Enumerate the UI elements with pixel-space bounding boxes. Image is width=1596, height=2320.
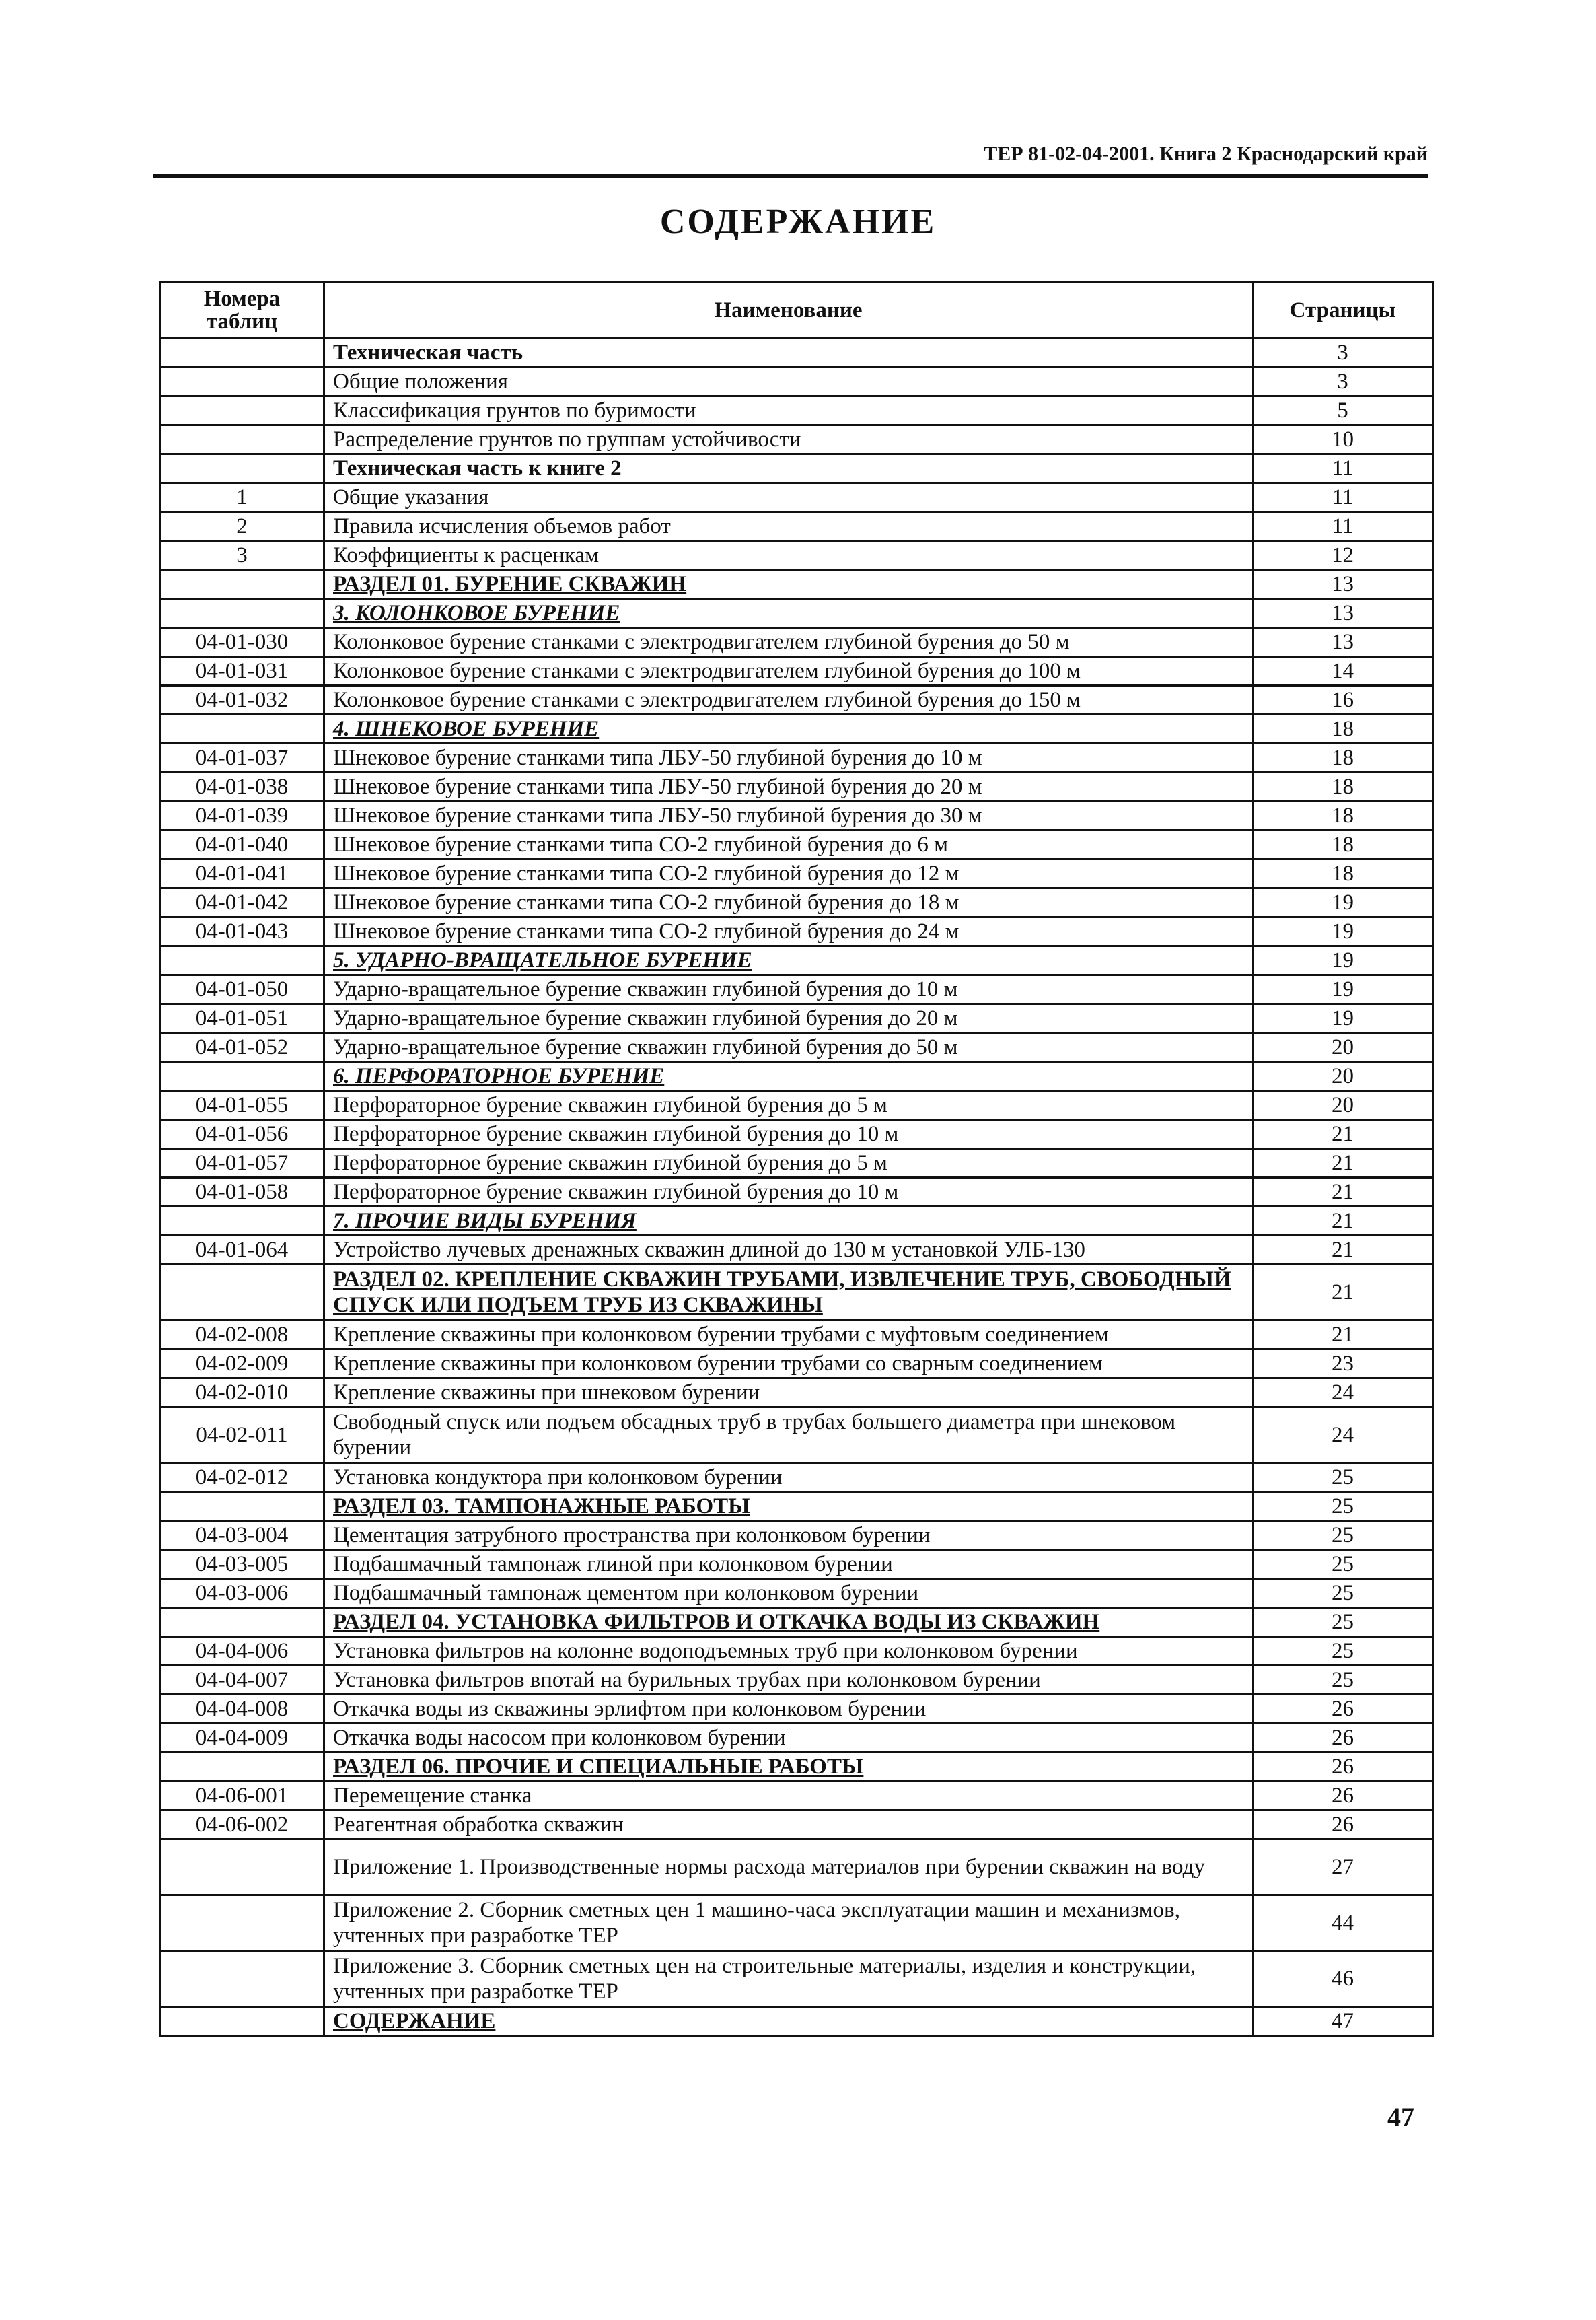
table-code-cell: 04-04-008 <box>160 1695 324 1724</box>
table-page-cell: 21 <box>1253 1321 1433 1349</box>
table-code-cell: 04-02-009 <box>160 1349 324 1378</box>
table-page-cell: 16 <box>1253 686 1433 715</box>
table-row <box>160 802 1433 831</box>
table-name-cell: Шнековое бурение станками типа СО-2 глубиной бурения до 18 м <box>324 888 1253 917</box>
table-code-cell: 04-06-002 <box>160 1811 324 1839</box>
table-code-cell <box>160 1207 324 1236</box>
table-code-cell: 04-04-009 <box>160 1724 324 1753</box>
table-code-cell: 04-02-012 <box>160 1463 324 1492</box>
table-row <box>160 831 1433 859</box>
table-row <box>160 1782 1433 1811</box>
table-page-cell: 21 <box>1253 1236 1433 1265</box>
contents-table-body <box>160 339 1433 2036</box>
table-code-cell <box>160 1608 324 1637</box>
table-row <box>160 744 1433 773</box>
header-name: Наименование <box>324 283 1253 339</box>
table-name-cell: Установка фильтров впотай на бурильных трубах при колонковом бурении <box>324 1666 1253 1695</box>
table-row <box>160 1492 1433 1521</box>
table-page-cell: 26 <box>1253 1724 1433 1753</box>
table-row <box>160 1666 1433 1695</box>
table-name-cell: СОДЕРЖАНИЕ <box>324 2007 1253 2036</box>
table-name-cell: Перфораторное бурение скважин глубиной бурения до 10 м <box>324 1178 1253 1207</box>
table-name-cell: 6. ПЕРФОРАТОРНОЕ БУРЕНИЕ <box>324 1062 1253 1091</box>
table-row <box>160 1895 1433 1951</box>
table-row <box>160 599 1433 628</box>
table-name-cell: Шнековое бурение станками типа СО-2 глубиной бурения до 24 м <box>324 917 1253 946</box>
table-row <box>160 1265 1433 1321</box>
table-row <box>160 454 1433 483</box>
table-name-cell: Установка кондуктора при колонковом бурении <box>324 1463 1253 1492</box>
table-name-cell: Откачка воды насосом при колонковом бурении <box>324 1724 1253 1753</box>
table-page-cell: 11 <box>1253 454 1433 483</box>
table-code-cell <box>160 367 324 396</box>
table-page-cell: 3 <box>1253 339 1433 367</box>
table-row <box>160 975 1433 1004</box>
table-code-cell <box>160 1492 324 1521</box>
table-page-cell: 11 <box>1253 483 1433 512</box>
table-name-cell: Свободный спуск или подъем обсадных труб в трубах большего диаметра при шнековом бурении <box>324 1407 1253 1463</box>
table-row <box>160 686 1433 715</box>
table-name-cell: Шнековое бурение станками типа СО-2 глубиной бурения до 6 м <box>324 831 1253 859</box>
table-name-cell: РАЗДЕЛ 06. ПРОЧИЕ И СПЕЦИАЛЬНЫЕ РАБОТЫ <box>324 1753 1253 1782</box>
table-page-cell: 13 <box>1253 570 1433 599</box>
table-name-cell: Правила исчисления объемов работ <box>324 512 1253 541</box>
running-header: ТЕР 81-02-04-2001. Книга 2 Краснодарский край <box>984 143 1428 165</box>
table-name-cell: Приложение 2. Сборник сметных цен 1 машино-часа эксплуатации машин и механизмов, учтенных при разработке ТЕР <box>324 1895 1253 1951</box>
table-code-cell: 04-01-051 <box>160 1004 324 1033</box>
table-row <box>160 483 1433 512</box>
table-code-cell <box>160 1753 324 1782</box>
table-code-cell <box>160 1062 324 1091</box>
table-name-cell: РАЗДЕЛ 02. КРЕПЛЕНИЕ СКВАЖИН ТРУБАМИ, ИЗВЛЕЧЕНИЕ ТРУБ, СВОБОДНЫЙ СПУСК ИЛИ ПОДЪЕМ ТРУБ ИЗ СКВАЖИНЫ <box>324 1265 1253 1321</box>
table-row <box>160 628 1433 657</box>
table-page-cell: 23 <box>1253 1349 1433 1378</box>
table-name-cell: Откачка воды из скважины эрлифтом при колонковом бурении <box>324 1695 1253 1724</box>
table-row <box>160 367 1433 396</box>
table-row <box>160 1236 1433 1265</box>
table-code-cell: 04-04-006 <box>160 1637 324 1666</box>
table-row <box>160 339 1433 367</box>
table-page-cell: 18 <box>1253 715 1433 744</box>
table-page-cell: 19 <box>1253 917 1433 946</box>
table-code-cell: 04-01-037 <box>160 744 324 773</box>
table-page-cell: 19 <box>1253 1004 1433 1033</box>
table-code-cell: 3 <box>160 541 324 570</box>
table-name-cell: Распределение грунтов по группам устойчивости <box>324 425 1253 454</box>
table-code-cell: 04-01-030 <box>160 628 324 657</box>
table-row <box>160 512 1433 541</box>
table-code-cell: 04-03-006 <box>160 1579 324 1608</box>
table-page-cell: 25 <box>1253 1463 1433 1492</box>
table-code-cell: 04-01-032 <box>160 686 324 715</box>
table-row <box>160 396 1433 425</box>
table-page-cell: 25 <box>1253 1550 1433 1579</box>
table-name-cell: Шнековое бурение станками типа ЛБУ-50 глубиной бурения до 20 м <box>324 773 1253 802</box>
header-rule <box>153 174 1428 178</box>
table-page-cell: 18 <box>1253 773 1433 802</box>
table-row <box>160 1407 1433 1463</box>
table-name-cell: Установка фильтров на колонне водоподъемных труб при колонковом бурении <box>324 1637 1253 1666</box>
table-row <box>160 1178 1433 1207</box>
table-page-cell: 20 <box>1253 1091 1433 1120</box>
table-code-cell: 04-01-041 <box>160 859 324 888</box>
table-page-cell: 18 <box>1253 802 1433 831</box>
table-page-cell: 26 <box>1253 1753 1433 1782</box>
table-page-cell: 21 <box>1253 1149 1433 1178</box>
header-page: Страницы <box>1253 283 1433 339</box>
table-row <box>160 570 1433 599</box>
table-row <box>160 1550 1433 1579</box>
table-name-cell: 5. УДАРНО-ВРАЩАТЕЛЬНОЕ БУРЕНИЕ <box>324 946 1253 975</box>
table-row <box>160 1753 1433 1782</box>
table-page-cell: 21 <box>1253 1207 1433 1236</box>
table-code-cell <box>160 1895 324 1951</box>
table-page-cell: 47 <box>1253 2007 1433 2036</box>
table-page-cell: 18 <box>1253 744 1433 773</box>
page-title: СОДЕРЖАНИЕ <box>659 203 937 241</box>
table-page-cell: 26 <box>1253 1695 1433 1724</box>
table-name-cell: Классификация грунтов по буримости <box>324 396 1253 425</box>
table-code-cell: 04-01-050 <box>160 975 324 1004</box>
table-row <box>160 1695 1433 1724</box>
table-row <box>160 715 1433 744</box>
table-page-cell: 19 <box>1253 946 1433 975</box>
table-code-cell: 04-02-011 <box>160 1407 324 1463</box>
table-row <box>160 1378 1433 1407</box>
table-page-cell: 25 <box>1253 1521 1433 1550</box>
table-page-cell: 13 <box>1253 628 1433 657</box>
table-page-cell: 18 <box>1253 831 1433 859</box>
table-row <box>160 1149 1433 1178</box>
table-name-cell: Подбашмачный тампонаж глиной при колонковом бурении <box>324 1550 1253 1579</box>
table-row <box>160 1637 1433 1666</box>
table-page-cell: 25 <box>1253 1579 1433 1608</box>
table-page-cell: 26 <box>1253 1811 1433 1839</box>
table-code-cell: 04-01-043 <box>160 917 324 946</box>
table-name-cell: Шнековое бурение станками типа ЛБУ-50 глубиной бурения до 10 м <box>324 744 1253 773</box>
table-name-cell: Крепление скважины при шнековом бурении <box>324 1378 1253 1407</box>
table-code-cell <box>160 425 324 454</box>
table-page-cell: 20 <box>1253 1062 1433 1091</box>
table-page-cell: 46 <box>1253 1951 1433 2007</box>
table-page-cell: 12 <box>1253 541 1433 570</box>
table-name-cell: Общие указания <box>324 483 1253 512</box>
table-code-cell: 04-06-001 <box>160 1782 324 1811</box>
table-row <box>160 1091 1433 1120</box>
table-code-cell: 04-02-010 <box>160 1378 324 1407</box>
table-code-cell: 1 <box>160 483 324 512</box>
table-name-cell: Шнековое бурение станками типа СО-2 глубиной бурения до 12 м <box>324 859 1253 888</box>
table-row <box>160 1951 1433 2007</box>
table-row <box>160 1608 1433 1637</box>
table-name-cell: Шнековое бурение станками типа ЛБУ-50 глубиной бурения до 30 м <box>324 802 1253 831</box>
table-row <box>160 773 1433 802</box>
table-page-cell: 24 <box>1253 1378 1433 1407</box>
table-row <box>160 1321 1433 1349</box>
table-page-cell: 5 <box>1253 396 1433 425</box>
table-row <box>160 1839 1433 1895</box>
table-name-cell: 4. ШНЕКОВОЕ БУРЕНИЕ <box>324 715 1253 744</box>
table-page-cell: 14 <box>1253 657 1433 686</box>
table-name-cell: Крепление скважины при колонковом бурении трубами с муфтовым соединением <box>324 1321 1253 1349</box>
table-code-cell: 04-02-008 <box>160 1321 324 1349</box>
table-page-cell: 24 <box>1253 1407 1433 1463</box>
table-page-cell: 11 <box>1253 512 1433 541</box>
table-name-cell: Перфораторное бурение скважин глубиной бурения до 5 м <box>324 1149 1253 1178</box>
table-code-cell: 04-01-056 <box>160 1120 324 1149</box>
table-code-cell <box>160 2007 324 2036</box>
table-page-cell: 13 <box>1253 599 1433 628</box>
table-code-cell <box>160 1265 324 1321</box>
table-row <box>160 946 1433 975</box>
table-name-cell: Цементация затрубного пространства при колонковом бурении <box>324 1521 1253 1550</box>
table-code-cell: 04-04-007 <box>160 1666 324 1695</box>
table-page-cell: 21 <box>1253 1265 1433 1321</box>
table-code-cell: 04-03-005 <box>160 1550 324 1579</box>
table-page-cell: 19 <box>1253 888 1433 917</box>
table-row <box>160 425 1433 454</box>
table-page-cell: 10 <box>1253 425 1433 454</box>
table-page-cell: 18 <box>1253 859 1433 888</box>
table-page-cell: 25 <box>1253 1492 1433 1521</box>
table-page-cell: 20 <box>1253 1033 1433 1062</box>
table-code-cell: 04-01-052 <box>160 1033 324 1062</box>
table-code-cell: 04-03-004 <box>160 1521 324 1550</box>
table-name-cell: 7. ПРОЧИЕ ВИДЫ БУРЕНИЯ <box>324 1207 1253 1236</box>
table-row <box>160 657 1433 686</box>
table-row <box>160 1062 1433 1091</box>
table-code-cell <box>160 339 324 367</box>
table-code-cell <box>160 1951 324 2007</box>
table-name-cell: Перемещение станка <box>324 1782 1253 1811</box>
table-name-cell: РАЗДЕЛ 04. УСТАНОВКА ФИЛЬТРОВ И ОТКАЧКА ВОДЫ ИЗ СКВАЖИН <box>324 1608 1253 1637</box>
table-page-cell: 27 <box>1253 1839 1433 1895</box>
page-number: 47 <box>1387 2102 1414 2132</box>
table-code-cell: 04-01-055 <box>160 1091 324 1120</box>
table-row <box>160 1724 1433 1753</box>
table-name-cell: Ударно-вращательное бурение скважин глубиной бурения до 10 м <box>324 975 1253 1004</box>
table-row <box>160 917 1433 946</box>
table-page-cell: 25 <box>1253 1666 1433 1695</box>
table-code-cell: 04-01-038 <box>160 773 324 802</box>
table-code-cell <box>160 570 324 599</box>
table-code-cell <box>160 715 324 744</box>
table-code-cell: 04-01-058 <box>160 1178 324 1207</box>
table-name-cell: 3. КОЛОНКОВОЕ БУРЕНИЕ <box>324 599 1253 628</box>
table-page-cell: 19 <box>1253 975 1433 1004</box>
table-row <box>160 1033 1433 1062</box>
table-name-cell: Устройство лучевых дренажных скважин длиной до 130 м установкой УЛБ-130 <box>324 1236 1253 1265</box>
table-name-cell: Приложение 1. Производственные нормы расхода материалов при бурении скважин на воду <box>324 1839 1253 1895</box>
table-code-cell: 04-01-031 <box>160 657 324 686</box>
table-row <box>160 1463 1433 1492</box>
table-code-cell <box>160 396 324 425</box>
table-name-cell: РАЗДЕЛ 01. БУРЕНИЕ СКВАЖИН <box>324 570 1253 599</box>
table-code-cell <box>160 454 324 483</box>
header-code: Номера таблиц <box>160 283 324 339</box>
table-row <box>160 1811 1433 1839</box>
table-page-cell: 25 <box>1253 1637 1433 1666</box>
table-code-cell <box>160 946 324 975</box>
table-page-cell: 21 <box>1253 1178 1433 1207</box>
table-row <box>160 859 1433 888</box>
table-name-cell: Приложение 3. Сборник сметных цен на строительные материалы, изделия и конструкции, учтенных при разработке ТЕР <box>324 1951 1253 2007</box>
table-code-cell: 04-01-057 <box>160 1149 324 1178</box>
table-name-cell: Крепление скважины при колонковом бурении трубами со сварным соединением <box>324 1349 1253 1378</box>
table-row <box>160 1004 1433 1033</box>
table-row <box>160 1207 1433 1236</box>
table-name-cell: Подбашмачный тампонаж цементом при колонковом бурении <box>324 1579 1253 1608</box>
table-page-cell: 44 <box>1253 1895 1433 1951</box>
table-row <box>160 1579 1433 1608</box>
table-page-cell: 26 <box>1253 1782 1433 1811</box>
table-code-cell: 04-01-042 <box>160 888 324 917</box>
table-row <box>160 1521 1433 1550</box>
table-name-cell: Ударно-вращательное бурение скважин глубиной бурения до 20 м <box>324 1004 1253 1033</box>
table-name-cell: Колонковое бурение станками с электродвигателем глубиной бурения до 150 м <box>324 686 1253 715</box>
table-page-cell: 25 <box>1253 1608 1433 1637</box>
table-code-cell: 04-01-040 <box>160 831 324 859</box>
table-name-cell: Коэффициенты к расценкам <box>324 541 1253 570</box>
table-name-cell: Техническая часть к книге 2 <box>324 454 1253 483</box>
table-page-cell: 21 <box>1253 1120 1433 1149</box>
table-name-cell: Колонковое бурение станками с электродвигателем глубиной бурения до 50 м <box>324 628 1253 657</box>
table-code-cell: 04-01-039 <box>160 802 324 831</box>
table-row <box>160 1349 1433 1378</box>
table-name-cell: Реагентная обработка скважин <box>324 1811 1253 1839</box>
contents-table <box>159 281 1434 2037</box>
table-name-cell: Общие положения <box>324 367 1253 396</box>
table-code-cell <box>160 1839 324 1895</box>
table-page-cell: 3 <box>1253 367 1433 396</box>
table-name-cell: Перфораторное бурение скважин глубиной бурения до 10 м <box>324 1120 1253 1149</box>
table-name-cell: Техническая часть <box>324 339 1253 367</box>
table-header-row <box>160 283 1433 339</box>
table-code-cell <box>160 599 324 628</box>
table-name-cell: Перфораторное бурение скважин глубиной бурения до 5 м <box>324 1091 1253 1120</box>
table-row <box>160 888 1433 917</box>
table-name-cell: РАЗДЕЛ 03. ТАМПОНАЖНЫЕ РАБОТЫ <box>324 1492 1253 1521</box>
table-row <box>160 2007 1433 2036</box>
table-name-cell: Ударно-вращательное бурение скважин глубиной бурения до 50 м <box>324 1033 1253 1062</box>
table-row <box>160 541 1433 570</box>
table-code-cell: 2 <box>160 512 324 541</box>
table-name-cell: Колонковое бурение станками с электродвигателем глубиной бурения до 100 м <box>324 657 1253 686</box>
table-code-cell: 04-01-064 <box>160 1236 324 1265</box>
table-row <box>160 1120 1433 1149</box>
